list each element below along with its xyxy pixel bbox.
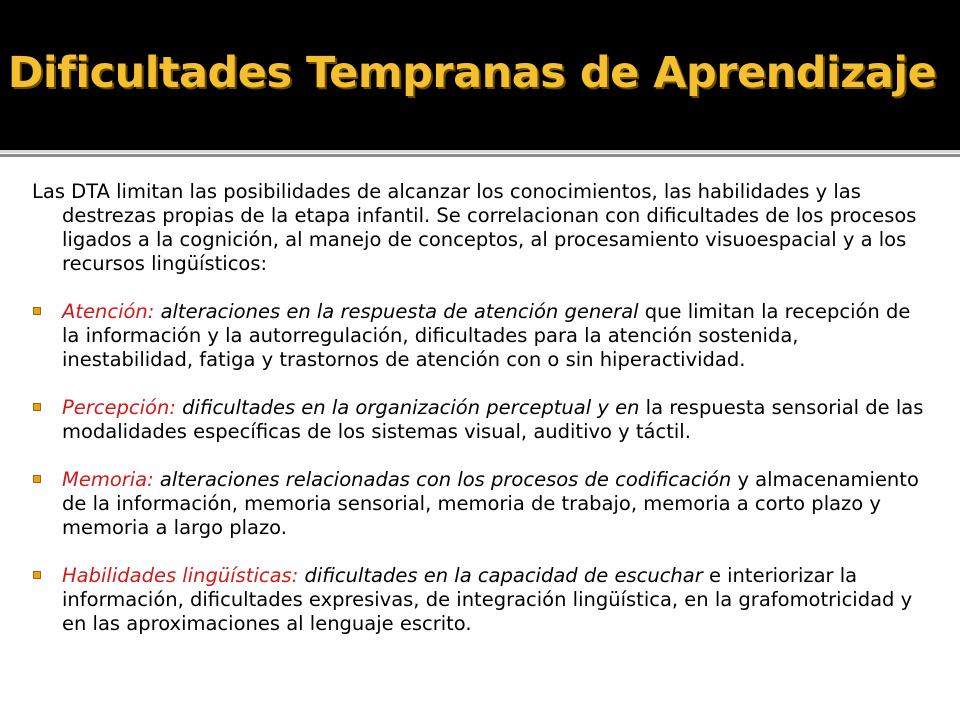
bullet-italic-text: alteraciones relacionadas con los procesos de codificación bbox=[159, 468, 732, 491]
bullet-term-separator: : bbox=[291, 564, 305, 587]
bullet-list bbox=[32, 300, 928, 636]
slide-title: Dificultades Tempranas de Aprendizaje bbox=[7, 48, 937, 98]
bullet-italic-text: alteraciones en la respuesta de atención general bbox=[160, 300, 639, 323]
intro-paragraph: Las DTA limitan las posibilidades de alcanzar los conocimientos, las habilidades y las destrezas propias de la etapa infantil. Se correlacionan con dificultades de los procesos ligados a la cognición, al manejo de conceptos, al procesamiento visuoespacial y a los recursos lingüísticos: bbox=[32, 180, 917, 275]
bullet-term-separator: : bbox=[147, 300, 161, 323]
slide-content bbox=[32, 180, 928, 660]
bullet-term: Percepción bbox=[62, 396, 170, 419]
bullet-text: y almacenamiento de la información, memoria sensorial, memoria de trabajo, memoria a corto plazo y memoria a largo plazo. bbox=[62, 468, 919, 539]
bullet-item-memoria bbox=[32, 468, 928, 540]
square-bullet-icon bbox=[33, 571, 41, 579]
bullet-term-separator: : bbox=[169, 396, 183, 419]
bullet-item-atencion bbox=[32, 300, 928, 372]
title-bar bbox=[0, 0, 960, 150]
title-divider-dark bbox=[0, 154, 960, 157]
bullet-term: Atención bbox=[62, 300, 148, 323]
square-bullet-icon bbox=[33, 475, 41, 483]
bullet-italic-text: dificultades en la capacidad de escuchar bbox=[304, 564, 703, 587]
bullet-italic-text: dificultades en la organización perceptual y en bbox=[182, 396, 640, 419]
bullet-text: la respuesta sensorial de las modalidades específicas de los sistemas visual, auditivo y táctil. bbox=[62, 396, 924, 443]
bullet-term: Habilidades lingüísticas bbox=[62, 564, 292, 587]
bullet-text: e interiorizar la información, dificultades expresivas, de integración lingüística, en la grafomotricidad y en las aproximaciones al lenguaje escrito. bbox=[62, 564, 913, 635]
square-bullet-icon bbox=[33, 403, 41, 411]
bullet-term: Memoria bbox=[62, 468, 148, 491]
bullet-text: que limitan la recepción de la información y la autorregulación, dificultades para la atención sostenida, inestabilidad, fatiga y trastornos de atención con o sin hiperactividad. bbox=[62, 300, 911, 371]
bullet-item-habilidades-linguisticas bbox=[32, 564, 928, 636]
square-bullet-icon bbox=[33, 307, 41, 315]
bullet-item-percepcion bbox=[32, 396, 928, 444]
title-divider-light bbox=[0, 150, 960, 153]
bullet-term-separator: : bbox=[147, 468, 160, 491]
